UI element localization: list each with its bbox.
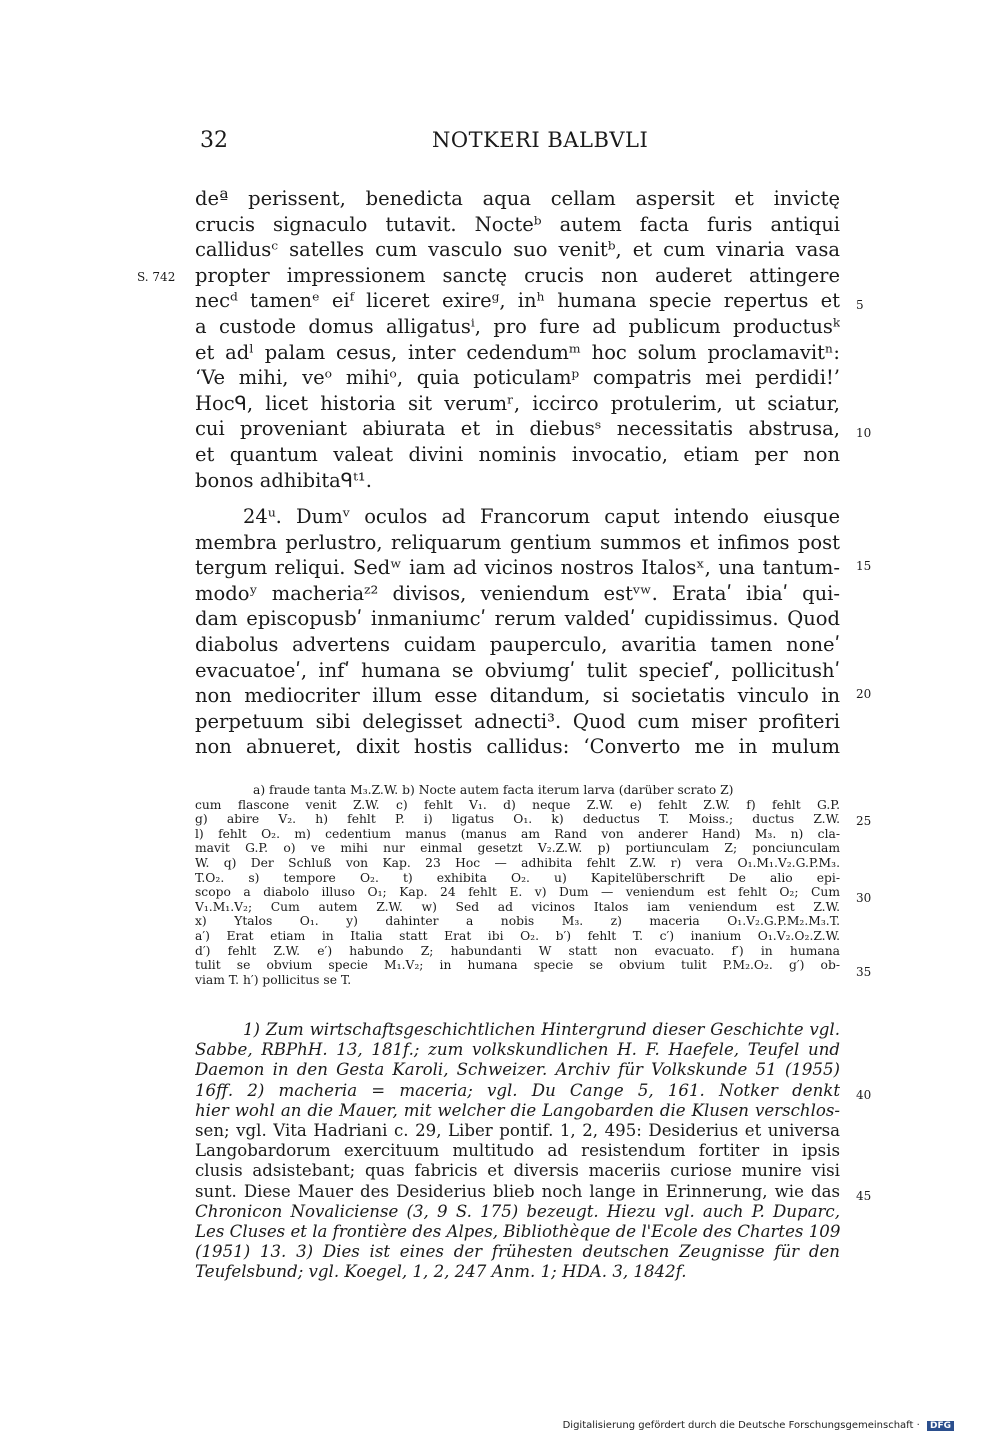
margin-page-reference: S. 742 (137, 270, 176, 284)
footnote-line: 16ff. 2) macheria = maceria; vgl. Du Cange 5, 161. Notker denkt (195, 1080, 840, 1100)
text-line: callidusᶜ satelles cum vasculo suo venitᵇ, et cum vinaria vasa (195, 238, 840, 262)
line-number: 30 (856, 891, 872, 905)
apparatus-line: mavit G.P. o) ve mihi nur einmal gesetzt V₂.Z.W. p) portiunculam Z; ponciunculam (195, 841, 840, 856)
apparatus-line: tulit se obvium specie M₁.V₂; in humana specie se obvium tulit P.M₂.O₂. g′) ob- (195, 958, 840, 973)
apparatus-line: T.O₂. s) tempore O₂. t) exhibita O₂. u) Kapitelüberschrift De alio epi- (195, 870, 840, 885)
line-number: 5 (856, 298, 864, 312)
footnote-line: (1951) 13. 3) Dies ist eines der frühesten deutschen Zeugnisse für den (195, 1242, 840, 1262)
text-line: perpetuum sibi delegisset adnecti³. Quod cum miser profiteri (195, 709, 840, 733)
dfg-logo: DFG (927, 1421, 954, 1431)
footnotes (195, 1020, 840, 1282)
footnote-line: sen; vgl. Vita Hadriani c. 29, Liber pontif. 1, 2, 495: Desiderius et universa (195, 1120, 840, 1140)
text-line: evacuatoeʹ, infʹ humana se obviumgʹ tulit speciefʹ, pollicitushʹ (195, 658, 840, 682)
footnote-line: Teufelsbund; vgl. Koegel, 1, 2, 247 Anm. 1; HDA. 3, 1842f. (195, 1262, 687, 1282)
footnote-line: sunt. Diese Mauer des Desiderius blieb noch lange in Erinnerung, wie das (195, 1181, 840, 1201)
digitization-credit (563, 1420, 954, 1431)
text-line: non abnueret, dixit hostis callidus: ‘Converto me in mulum (195, 735, 840, 759)
apparatus-line: W. q) Der Schluß von Kap. 23 Hoc — adhibita fehlt Z.W. r) vera O₁.M₁.V₂.G.P.M₃. (195, 855, 840, 870)
running-title: NOTKERI BALBVLI (432, 128, 649, 152)
footnote-line: Les Cluses et la frontière des Alpes, Bibliothèque de l'Ecole des Chartes 109 (195, 1221, 840, 1241)
credit-text: Digitalisierung gefördert durch die Deutsche Forschungsgemeinschaft · (562, 1420, 920, 1431)
apparatus-line: d′) fehlt Z.W. e′) habundo Z; habundanti W statt non evacuato. f′) in humana (195, 943, 840, 958)
page-number: 32 (200, 128, 228, 153)
text-line: necᵈ tamenᵉ eiᶠ liceret exireᵍ, inʰ humana specie repertus et (195, 289, 840, 313)
apparatus-line: a′) Erat etiam in Italia statt Erat ibi O₂. b′) fehlt T. c′) inanium O₁.V₂.O₂.Z.W. (195, 928, 840, 943)
line-number: 40 (856, 1088, 872, 1102)
text-line: a custode domus alligatusⁱ, pro fure ad publicum productusᵏ (195, 314, 840, 338)
text-line: cui proveniant abiurata et in diebusˢ necessitatis abstrusa, (195, 417, 840, 441)
apparatus-line: l) fehlt O₂. m) cedentium manus (manus am Rand von anderer Hand) M₃. n) cla- (195, 826, 840, 841)
footnote-line: clusis adsistebant; quas fabricis et diversis maceriis curiose munire visi (195, 1161, 840, 1181)
line-number: 10 (856, 426, 872, 440)
text-line: propter impressionem sanctę crucis non auderet attingere (195, 263, 840, 287)
apparatus-line: x) Ytalos O₁. y) dahinter a nobis M₃. z) maceria O₁.V₂.G.P.M₂.M₃.T. (195, 914, 840, 929)
footnote-line: 1) Zum wirtschaftsgeschichtlichen Hintergrund dieser Geschichte vgl. (243, 1020, 840, 1039)
text-line: modoʸ macheriaᶻ² divisos, veniendum estᵛʷ. Erataʹ ibiaʹ qui- (195, 581, 840, 605)
footnote-line: Langobardorum exercituum multitudo ad resistendum fortiter in ipsis (195, 1141, 840, 1161)
text-line: Hocᑫ, licet historia sit verumʳ, iccirco protulerim, ut sciatur, (195, 391, 840, 415)
text-line: bonos adhibitaᑫᵗ¹. (195, 468, 372, 492)
apparatus-line: scopo a diabolo illuso O₁; Kap. 24 fehlt E. v) Dum — veniendum est fehlt O₂; Cum (195, 885, 840, 900)
apparatus-line: a) fraude tanta M₃.Z.W. b) Nocte autem facta iterum larva (darüber scrato Z) (253, 783, 734, 797)
footnote-line: Chronicon Novaliciense (3, 9 S. 175) bezeugt. Hiezu vgl. auch P. Duparc, (195, 1201, 840, 1221)
main-text (195, 186, 840, 493)
text-line: 24ᵘ. Dumᵛ oculos ad Francorum caput intendo eiusque (243, 505, 840, 528)
apparatus-line: cum flascone venit Z.W. c) fehlt V₁. d) neque Z.W. e) fehlt Z.W. f) fehlt G.P. (195, 797, 840, 812)
apparatus-line: viam T. h′) pollicitus se T. (195, 972, 352, 987)
line-number: 25 (856, 814, 872, 828)
critical-apparatus (195, 783, 840, 987)
text-line: et quantum valeat divini nominis invocatio, etiam per non (195, 442, 840, 466)
text-line: dam episcopusbʹ inmaniumcʹ rerum valdedʹ cupidissimus. Quod (195, 607, 840, 631)
line-number: 15 (856, 559, 872, 573)
text-line: tergum reliqui. Sedʷ iam ad vicinos nostros Italosˣ, una tantum- (195, 556, 840, 580)
main-text-chapter-24 (195, 504, 840, 760)
text-line: et adˡ palam cesus, inter cedendumᵐ hoc solum proclamavitⁿ: (195, 340, 840, 364)
text-line: ‘Ve mihi, veᵒ mihiᵒ, quia poticulamᵖ compatris mei perdidi!’ (195, 366, 840, 390)
text-line: diabolus advertens cuidam pauperculo, avaritia tamen noneʹ (195, 632, 840, 656)
line-number: 35 (856, 965, 872, 979)
line-number: 20 (856, 687, 872, 701)
text-line: non mediocriter illum esse ditandum, si societatis vinculo in (195, 684, 840, 708)
text-line: membra perlustro, reliquarum gentium summos et infimos post (195, 530, 840, 554)
line-number: 45 (856, 1189, 872, 1203)
apparatus-line: g) abire V₂. h) fehlt P. i) ligatus O₁. k) deductus T. Moiss.; ductus Z.W. (195, 812, 840, 827)
apparatus-line: V₁.M₁.V₂; Cum autem Z.W. w) Sed ad vicinos Italos iam veniendum est Z.W. (195, 899, 840, 914)
text-line: crucis signaculo tutavit. Nocteᵇ autem facta furis antiqui (195, 212, 840, 236)
footnote-line: Sabbe, RBPhH. 13, 181f.; zum volkskundlichen H. F. Haefele, Teufel und (195, 1040, 840, 1060)
footnote-line: Daemon in den Gesta Karoli, Schweizer. Archiv für Volkskunde 51 (1955) (195, 1060, 840, 1080)
footnote-line: hier wohl an die Mauer, mit welcher die Langobarden die Klusen verschlos- (195, 1100, 840, 1120)
text-line: deª perissent, benedicta aqua cellam aspersit et invictę (195, 187, 840, 210)
